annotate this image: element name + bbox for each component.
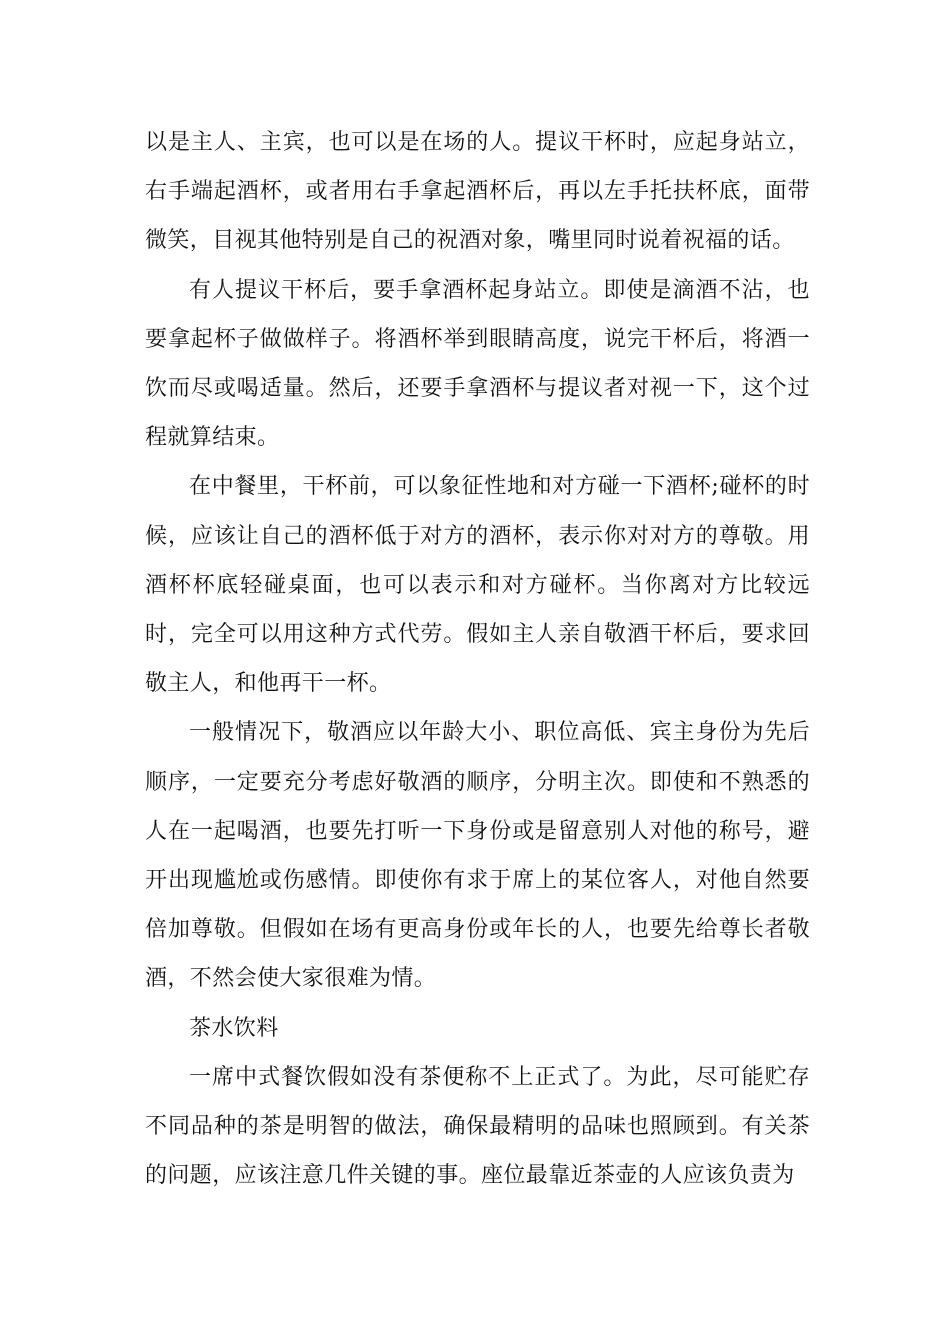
paragraph-tea-service: 一席中式餐饮假如没有茶便称不上正式了。为此，尽可能贮存不同品种的茶是明智的做法，确保最精明的品味也照顾到。有关茶的问题，应该注意几件关键的事。座位最靠近茶壶的人应该负责为 <box>145 1064 810 1189</box>
paragraph-toast-etiquette: 以是主人、主宾，也可以是在场的人。提议干杯时，应起身站立，右手端起酒杯，或者用右手拿起酒杯后，再以左手托扶杯底，面带微笑，目视其他特别是自己的祝酒对象，嘴里同时说着祝福的话。 <box>145 130 810 254</box>
document-body <box>145 118 810 1200</box>
paragraph-clinking-glasses: 在中餐里，干杯前，可以象征性地和对方碰一下酒杯;碰杯的时候，应该让自己的酒杯低于对方的酒杯，表示你对对方的尊敬。用酒杯杯底轻碰桌面，也可以表示和对方碰杯。当你离对方比较远时，完全可以用这种方式代劳。假如主人亲自敬酒干杯后，要求回敬主人，和他再干一杯。 <box>145 474 810 697</box>
paragraph-responding-to-toast: 有人提议干杯后，要手拿酒杯起身站立。即使是滴酒不沾，也要拿起杯子做做样子。将酒杯举到眼睛高度，说完干杯后，将酒一饮而尽或喝适量。然后，还要手拿酒杯与提议者对视一下，这个过程就算结束。 <box>145 277 810 451</box>
paragraph-toast-order: 一般情况下，敬酒应以年龄大小、职位高低、宾主身份为先后顺序，一定要充分考虑好敬酒的顺序，分明主次。即使和不熟悉的人在一起喝酒，也要先打听一下身份或是留意别人对他的称号，避开出现尴尬或伤感情。即使你有求于席上的某位客人，对他自然要倍加尊敬。但假如在场有更高身份或年长的人，也要先给尊长者敬酒，不然会使大家很难为情。 <box>145 720 810 992</box>
section-heading-tea: 茶水饮料 <box>189 1015 279 1041</box>
